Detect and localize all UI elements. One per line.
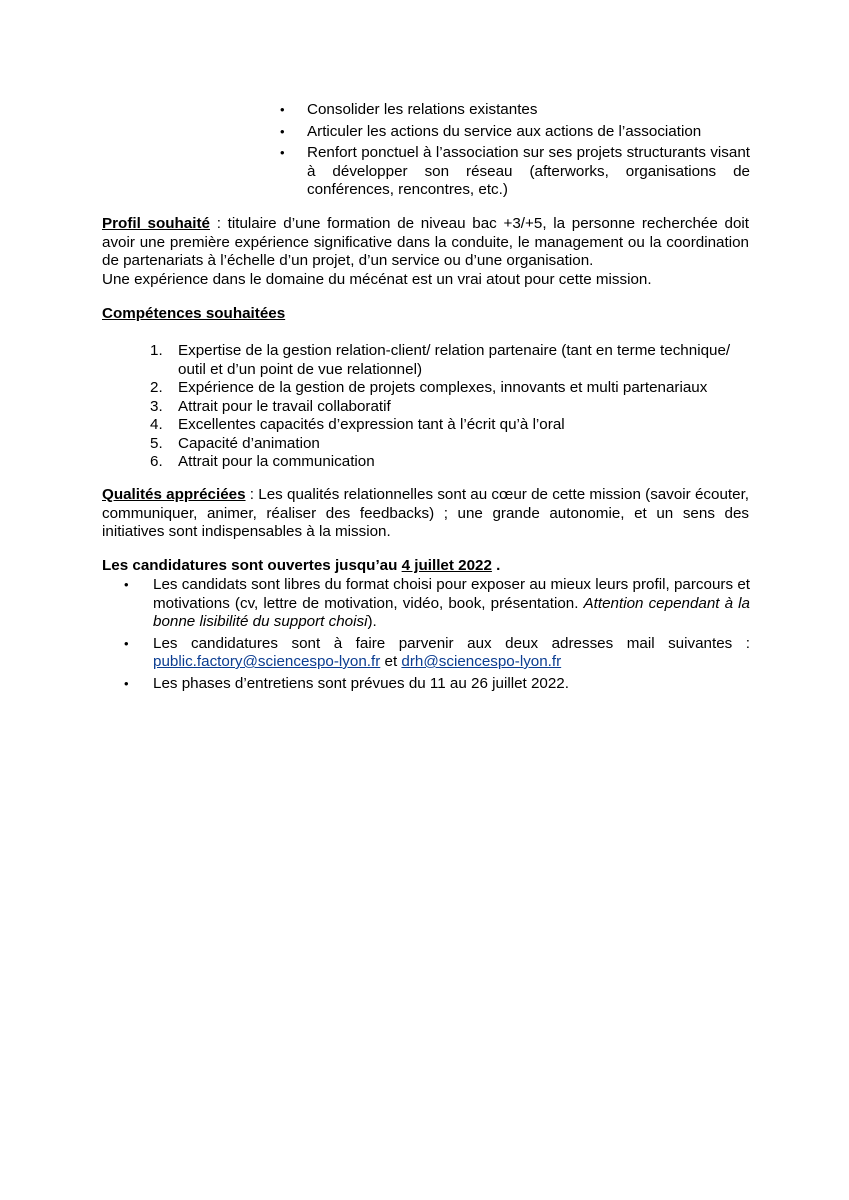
list-number: 1.: [150, 342, 163, 359]
list-item: [280, 144, 750, 200]
bullet-icon: •: [280, 102, 285, 117]
competences-list: [150, 342, 750, 472]
list-item-text: Expertise de la gestion relation-client/ relation partenaire (tant en terme technique/ outil et d’un point de vue relationnel): [178, 342, 731, 378]
bullet-icon: •: [280, 145, 285, 160]
list-number: 2.: [150, 379, 163, 396]
list-item-text: Attrait pour le travail collaboratif: [178, 397, 391, 415]
list-item-text: [153, 635, 750, 672]
format-end: ).: [367, 613, 377, 630]
profil-label: Profil souhaité: [102, 215, 210, 232]
list-item-text: Expérience de la gestion de projets complexes, innovants et multi partenariaux: [178, 379, 708, 396]
competences-heading-block: [102, 305, 749, 324]
mission-bullet-list: [280, 101, 750, 203]
send-text: Les candidatures sont à faire parvenir aux deux adresses mail suivantes :: [153, 634, 750, 652]
list-number: 5.: [150, 434, 163, 452]
candidatures-lead: Les candidatures sont ouvertes jusqu’au: [102, 557, 402, 574]
list-number: 3.: [150, 397, 163, 415]
candidatures-heading-block: [102, 557, 749, 576]
list-item-text: Articuler les actions du service aux actions de l’association: [307, 122, 702, 140]
list-number: 4.: [150, 416, 163, 433]
list-item-text: [153, 576, 750, 632]
list-item-text: Consolider les relations existantes: [307, 101, 538, 118]
bullet-icon: •: [280, 123, 285, 139]
list-item: [150, 453, 750, 472]
and-text: et: [380, 653, 402, 670]
list-item-text: Les phases d’entretiens sont prévues du 11 au 26 juillet 2022.: [153, 674, 569, 692]
bullet-icon: •: [124, 675, 129, 691]
list-item: [150, 416, 750, 435]
list-number: 6.: [150, 453, 163, 470]
format-warning: Attention cependant à la bonne lisibilité du support choisi: [153, 594, 750, 630]
qualites-label: Qualités appréciées: [102, 486, 246, 503]
qualites-text: : Les qualités relationnelles sont au cœur de cette mission (savoir écouter, communiquer, animer, réaliser des feedbacks) ; une grande autonomie, et un sens des initiatives sont indispensables à la mission.: [102, 486, 750, 540]
format-text: Les candidats sont libres du format choisi pour exposer au mieux leurs profil, parcours et motivations (cv, lettre de motivation, vidéo, book, présentation.: [153, 576, 750, 612]
list-item: [150, 398, 750, 417]
list-item: [124, 576, 750, 632]
email-link-drh[interactable]: drh@sciencespo-lyon.fr: [401, 653, 562, 670]
profil-text: : titulaire d’une formation de niveau bac +3/+5, la personne recherchée doit avoir une première expérience significative dans la conduite, le management ou la coordination de partenariats à l’échelle d’un projet, d’un service ou d’une organisation.: [102, 215, 750, 269]
list-item: [280, 123, 750, 142]
email-link-public-factory[interactable]: public.factory@sciencespo-lyon.fr: [153, 653, 381, 670]
list-item: [150, 342, 750, 379]
qualites-section: [102, 486, 749, 542]
list-item-text: Capacité d’animation: [178, 434, 320, 452]
list-item: [124, 635, 750, 672]
list-item: [150, 435, 750, 454]
list-item: [280, 101, 750, 120]
bullet-icon: •: [124, 577, 129, 592]
list-item: [124, 675, 750, 694]
list-item-text: Renfort ponctuel à l’association sur ses projets structurants visant à développer son réseau (afterworks, organisations de conférences, rencontres, etc.): [307, 144, 750, 198]
competences-heading: Compétences souhaitées: [102, 305, 286, 322]
candidatures-list: [124, 576, 750, 696]
list-item: [150, 379, 750, 398]
bullet-icon: •: [124, 635, 129, 651]
list-item-text: Attrait pour la communication: [178, 453, 375, 470]
profil-section: [102, 215, 749, 289]
profil-text-2: Une expérience dans le domaine du mécénat est un vrai atout pour cette mission.: [102, 270, 652, 288]
candidatures-deadline: 4 juillet 2022: [401, 557, 492, 574]
candidatures-end: .: [491, 557, 501, 574]
list-item-text: Excellentes capacités d’expression tant à l’écrit qu’à l’oral: [178, 416, 565, 433]
